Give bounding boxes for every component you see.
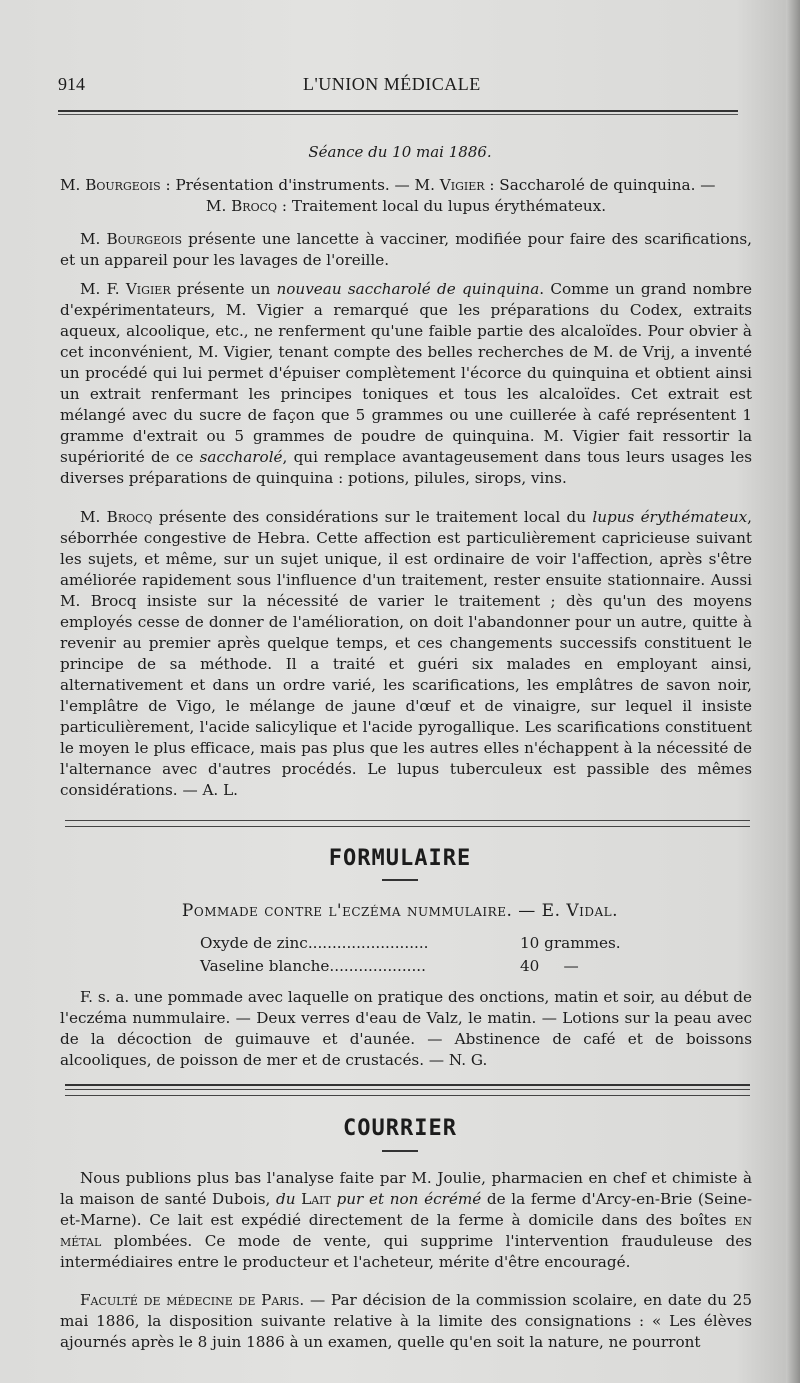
courrier-paragraph-2: Faculté de médecine de Paris. — Par décision de la commission scolaire, en date du 25 mai 1886, la disposition suivante relative à la limite des consignations : « Les élèves ajournés après le 8 juin 1886 à un examen, quelle qu'en soit la nature, ne pourront xyxy=(60,1291,752,1351)
ingredient-name: Vaseline blanche.................... xyxy=(200,957,426,975)
header-rule xyxy=(58,110,738,112)
section-divider xyxy=(65,1089,750,1096)
journal-title: L'UNION MÉDICALE xyxy=(303,74,481,94)
recipe-title: Pommade contre l'eczéma nummulaire. — E. Vidal. xyxy=(181,901,619,921)
formulaire-title: FORMULAIRE xyxy=(328,846,472,871)
ingredient-qty: 40 — xyxy=(520,957,579,975)
section-divider xyxy=(65,820,750,827)
page-edge-shadow xyxy=(786,0,800,1383)
page-number: 914 xyxy=(58,74,85,94)
header-rule-thin xyxy=(58,114,738,115)
courrier-title: COURRIER xyxy=(343,1116,457,1141)
session-date: Séance du 10 mai 1886. xyxy=(308,143,492,161)
running-header xyxy=(58,74,748,104)
title-underline xyxy=(382,1150,418,1152)
title-underline xyxy=(382,879,418,881)
courrier-paragraph-1: Nous publions plus bas l'analyse faite par M. Joulie, pharmacien en chef et chimiste à la maison de santé Dubois, du Lait pur et non écrémé de la ferme d'Arcy-en-Brie (Seine-et-Marne). Ce lait est expédié directement de la ferme à domicile dans des boîtes en métal plombées. Ce mode de vente, qui supprime l'intervention frauduleuse des intermédiaires entre le producteur et l'acheteur, mérite d'être encouragé. xyxy=(60,1169,752,1271)
ingredient-name: Oxyde de zinc......................... xyxy=(200,934,429,952)
paragraph-vigier: M. F. Vigier présente un nouveau saccharolé de quinquina. Comme un grand nombre d'expérimentateurs, M. Vigier a remarqué que les préparations du Codex, extraits aqueux, alcoolique, etc., ne renferment qu'une faible partie des alcaloïdes. Pour obvier à cet inconvénient, M. Vigier, tenant compte des belles recherches de M. de Vrij, a inventé un procédé qui lui permet d'épuiser complètement l'écorce du quinquina et obtient ainsi un extrait renfermant les principes toniques et tous les alcaloïdes. Cet extrait est mélangé avec du sucre de façon que 5 grammes ou une cuillerée à café représentent 1 gramme d'extrait ou 5 grammes de poudre de quinquina. M. Vigier fait ressortir la supériorité de ce saccharolé, qui remplace avantageusement dans tous leurs usages les diverses préparations de quinquina : potions, pilules, sirops, vins. xyxy=(60,280,752,487)
formulaire-instructions: F. s. a. une pommade avec laquelle on pratique des onctions, matin et soir, au début de l'eczéma nummulaire. — Deux verres d'eau de Valz, le matin. — Lotions sur la peau avec de la décoction de guimauve et d'aunée. — Abstinence de café et de boissons alcooliques, de poisson de mer et de crustacés. — N. G. xyxy=(60,988,752,1069)
section-divider-top xyxy=(65,1084,750,1086)
ingredient-qty: 10 grammes. xyxy=(520,934,621,952)
paragraph-bourgeois: M. Bourgeois présente une lancette à vacciner, modifiée pour faire des scarifications, et un appareil pour les lavages de l'oreille. xyxy=(60,230,752,269)
paragraph-brocq: M. Brocq présente des considérations sur le traitement local du lupus érythémateux, séborrhée congestive de Hebra. Cette affection est particulièrement capricieuse suivant les sujets, et même, sur un sujet unique, il est ordinaire de voir l'affection, après s'être améliorée rapidement sous l'influence d'un traitement, rester ensuite stationnaire. Aussi M. Brocq insiste sur la nécessité de varier le traitement ; dès qu'un des moyens employés cesse de donner de l'amélioration, on doit l'abandonner pour un autre, quitte à revenir au premier après quelque temps, et ces changements successifs constituent le principe de sa méthode. Il a traité et guéri six malades en employant ainsi, alternativement et dans un ordre varié, les scarifications, les emplâtres de savon noir, l'emplâtre de Vigo, le mélange de jaune d'œuf et de vinaigre, sur lequel il insiste particulièrement, l'acide salicylique et l'acide pyrogallique. Les scarifications constituent le moyen le plus efficace, mais pas plus que les autres elles n'échappent à la nécessité de l'alternance avec d'autres procédés. Le lupus tuberculeux est passible des mêmes considérations. — A. L. xyxy=(60,508,752,799)
session-summary: M. Bourgeois : Présentation d'instruments. — M. Vigier : Saccharolé de quinquina. — M. Brocq : Traitement local du lupus érythémateux. xyxy=(60,176,716,215)
